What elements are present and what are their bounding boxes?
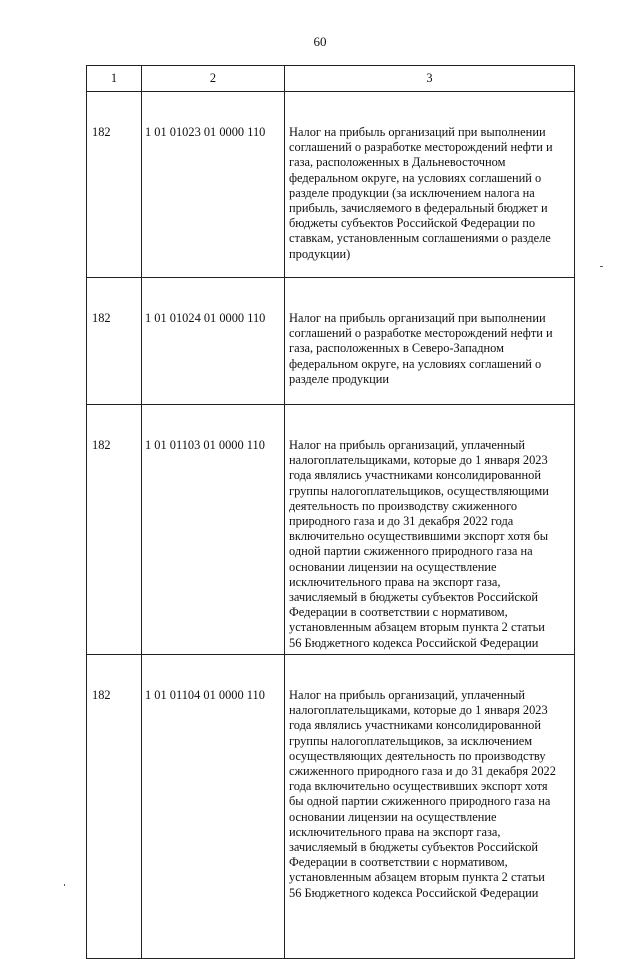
table-row: [87, 278, 575, 405]
description-line: ставкам, установленным соглашениями о разделе: [289, 231, 551, 246]
description-line: 56 Бюджетного кодекса Российской Федерации: [289, 885, 539, 900]
description-line: налогоплательщиками, которые до 1 января 2023: [289, 453, 548, 468]
description-line: федеральном округе, на условиях соглашений о: [289, 170, 542, 185]
kbk-code-cell: 1 01 01103 01 0000 110: [142, 405, 285, 655]
table-body: [87, 92, 575, 959]
description-line: года являлись участниками консолидированной: [289, 718, 542, 733]
description-line: природного газа и до 31 декабря 2022 года: [289, 514, 514, 529]
description-line: основании лицензии на осуществление: [289, 559, 497, 574]
description-line: налогоплательщиками, которые до 1 января 2023: [289, 703, 548, 718]
description-line: продукции): [289, 246, 351, 261]
description-line: бюджеты субъектов Российской Федерации по: [289, 216, 536, 231]
column-header-1: 1: [87, 66, 142, 92]
description-line: соглашений о разработке месторождений нефти и: [289, 140, 553, 155]
description-cell: [285, 655, 575, 959]
page-number: 60: [313, 34, 327, 49]
scan-speck: [600, 266, 603, 267]
description-line: года включительно осуществивших экспорт хотя: [289, 779, 548, 794]
description-line: сжиженного природного газа и до 31 декабря 2022: [289, 764, 556, 779]
kbk-code-cell: 1 01 01104 01 0000 110: [142, 655, 285, 959]
description-line: осуществляющих деятельность по производству: [289, 748, 546, 763]
description-line: 56 Бюджетного кодекса Российской Федерации: [289, 635, 539, 650]
budget-classification-table: [86, 65, 575, 959]
description-line: Налог на прибыль организаций, уплаченный: [289, 438, 526, 452]
description-line: деятельность по производству сжиженного: [289, 498, 518, 513]
description-line: разделе продукции: [289, 371, 390, 386]
description-line: соглашений о разработке месторождений нефти и: [289, 326, 553, 341]
description-line: федеральном округе, на условиях соглашений о: [289, 356, 542, 371]
kbk-code-cell: 1 01 01023 01 0000 110: [142, 92, 285, 278]
description-line: включительно осуществившими экспорт хотя бы: [289, 529, 549, 544]
description-line: прибыль, зачисляемого в федеральный бюджет и: [289, 201, 548, 216]
table-row: [87, 92, 575, 278]
table-row: [87, 405, 575, 655]
description-cell: [285, 405, 575, 655]
description-line: Налог на прибыль организаций при выполнении: [289, 311, 546, 325]
description-line: газа, расположенных в Северо-Западном: [289, 341, 504, 356]
description-cell: [285, 278, 575, 405]
admin-code-cell: 182: [87, 92, 142, 278]
description-line: зачисляемый в бюджеты субъектов Российской: [289, 590, 539, 605]
description-line: основании лицензии на осуществление: [289, 809, 497, 824]
column-header-2: 2: [142, 66, 285, 92]
description-line: группы налогоплательщиков, осуществляющими: [289, 483, 549, 498]
description-line: Федерации в соответствии с нормативом,: [289, 605, 508, 620]
description-line: Федерации в соответствии с нормативом,: [289, 855, 508, 870]
description-line: группы налогоплательщиков, за исключением: [289, 733, 533, 748]
scan-speck: [64, 884, 65, 886]
kbk-code-cell: 1 01 01024 01 0000 110: [142, 278, 285, 405]
description-line: бы одной партии сжиженного природного газа на: [289, 794, 551, 809]
description-line: исключительного права на экспорт газа,: [289, 574, 501, 589]
description-line: Налог на прибыль организаций, уплаченный: [289, 688, 526, 702]
column-header-3: 3: [285, 66, 575, 92]
description-line: разделе продукции (за исключением налога на: [289, 185, 535, 200]
description-cell: [285, 92, 575, 278]
description-line: одной партии сжиженного природного газа на: [289, 544, 533, 559]
table-header-row: [87, 66, 575, 92]
description-line: исключительного права на экспорт газа,: [289, 824, 501, 839]
table-row: [87, 655, 575, 959]
description-line: года являлись участниками консолидированной: [289, 468, 542, 483]
description-line: установленным абзацем вторым пункта 2 статьи: [289, 620, 545, 635]
description-line: газа, расположенных в Дальневосточном: [289, 155, 506, 170]
description-line: зачисляемый в бюджеты субъектов Российской: [289, 840, 539, 855]
description-line: Налог на прибыль организаций при выполнении: [289, 125, 546, 139]
description-line: установленным абзацем вторым пункта 2 статьи: [289, 870, 545, 885]
admin-code-cell: 182: [87, 278, 142, 405]
admin-code-cell: 182: [87, 405, 142, 655]
admin-code-cell: 182: [87, 655, 142, 959]
